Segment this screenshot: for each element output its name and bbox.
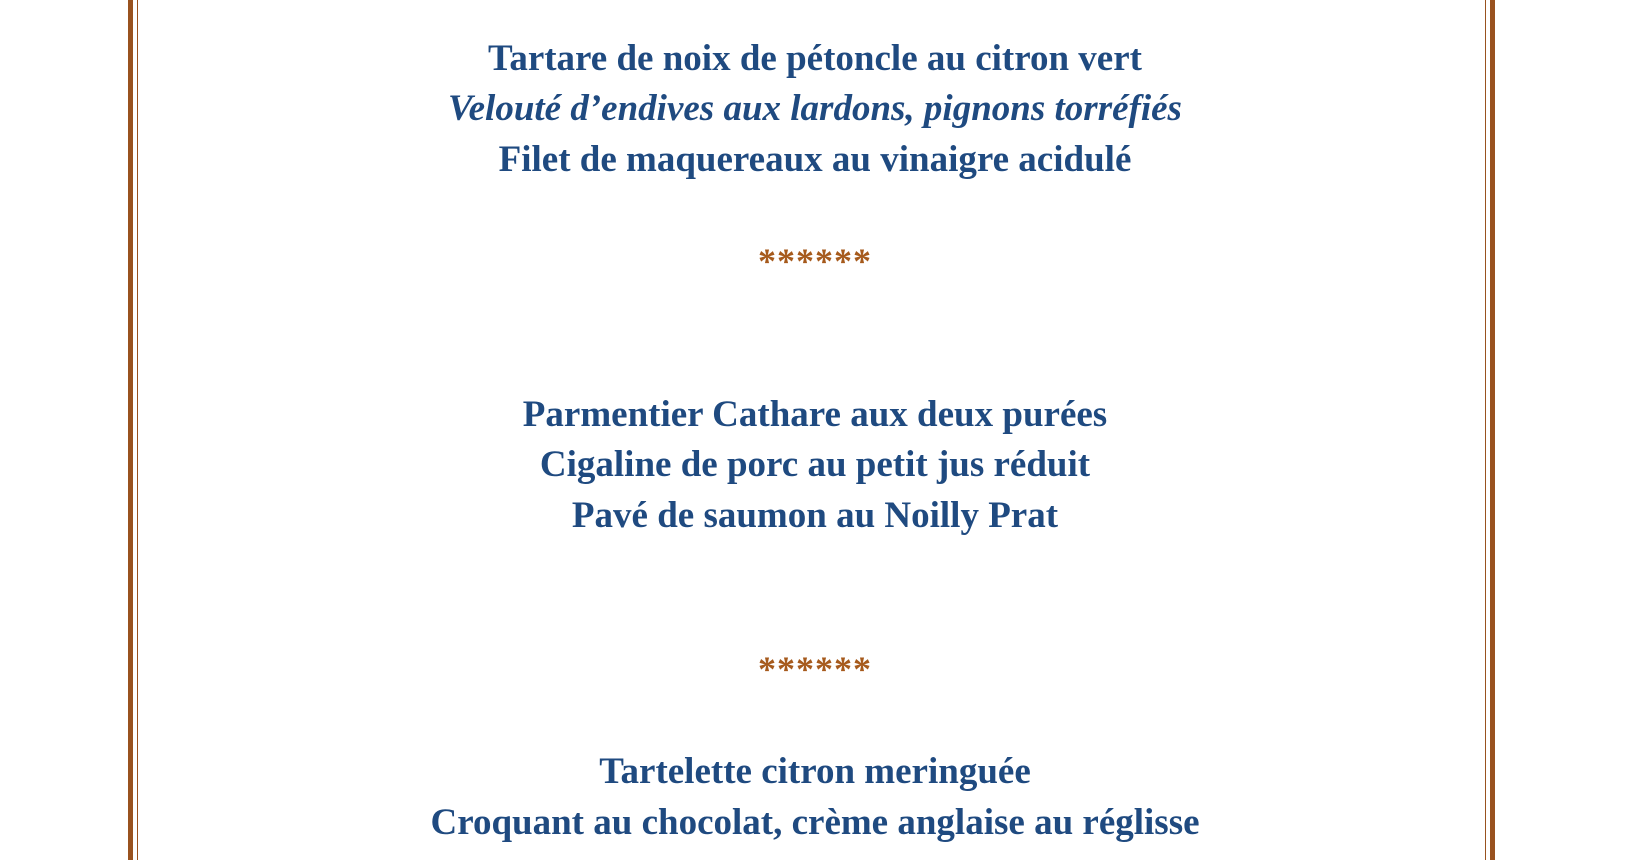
plat-item-1: Parmentier Cathare aux deux purées (522, 394, 1108, 435)
plat-item-2: Cigaline de porc au petit jus réduit (539, 444, 1091, 485)
entree-item-3: Filet de maquereaux au vinaigre acidulé (498, 139, 1132, 180)
plat-item-3: Pavé de saumon au Noilly Prat (571, 495, 1059, 536)
course-separator-1: ****** (758, 241, 872, 281)
course-separator-2: ****** (758, 649, 872, 689)
dessert-item-1: Tartelette citron meringuée (599, 751, 1031, 792)
dessert-item-2: Croquant au chocolat, crème anglaise au réglisse (430, 802, 1200, 843)
entree-item-1: Tartare de noix de pétoncle au citron vert (488, 38, 1142, 79)
entree-item-2: Velouté d’endives aux lardons, pignons torréfiés (448, 88, 1182, 129)
